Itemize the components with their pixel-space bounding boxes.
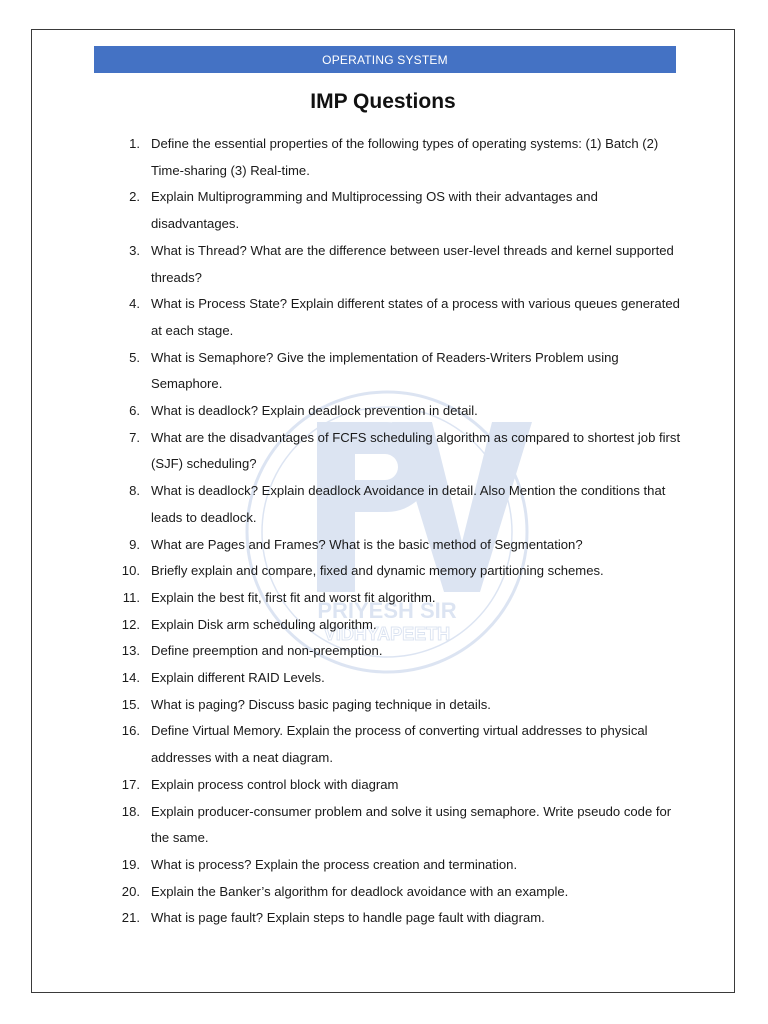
question-item [112, 398, 682, 425]
question-item [112, 718, 682, 771]
question-number: 13. [121, 643, 140, 659]
question-text: What is deadlock? Explain deadlock prevention in detail. [151, 403, 478, 419]
question-text: Explain the Banker’s algorithm for deadlock avoidance with an example. [151, 883, 569, 899]
question-text: Define the essential properties of the following types of operating systems: (1) Batch (2) Time-sharing (3) Real-time. [151, 136, 659, 178]
question-number: 16. [121, 723, 140, 739]
question-text: Briefly explain and compare, fixed and dynamic memory partitioning schemes. [151, 563, 604, 579]
watermark-text-line2: VIDHYAPEETH [323, 624, 451, 644]
question-number: 2. [129, 189, 140, 205]
question-list [112, 131, 682, 932]
question-item [112, 852, 682, 879]
question-number: 12. [121, 616, 140, 632]
question-number: 18. [121, 803, 140, 819]
question-item [112, 665, 682, 692]
question-text: Define preemption and non-preemption. [151, 643, 383, 659]
question-item [112, 692, 682, 719]
question-item [112, 612, 682, 639]
question-item [112, 638, 682, 665]
question-number: 19. [121, 856, 140, 872]
question-text: What is paging? Discuss basic paging technique in details. [151, 696, 491, 712]
watermark-text-line1: PRIYESH SIR [317, 598, 457, 623]
question-number: 7. [129, 429, 140, 445]
question-number: 11. [122, 589, 140, 605]
question-text: What is Thread? What are the difference between user-level threads and kernel supported threads? [151, 242, 674, 285]
question-item [112, 558, 682, 585]
question-number: 5. [129, 349, 140, 365]
question-number: 15. [121, 696, 140, 712]
question-item [112, 478, 682, 531]
question-text: What is deadlock? Explain deadlock Avoidance in detail. Also Mention the conditions that leads to deadlock. [151, 483, 666, 525]
question-text: Explain different RAID Levels. [151, 670, 325, 686]
question-number: 21. [121, 910, 140, 926]
question-item [112, 425, 682, 478]
subject-header-bar [94, 46, 676, 73]
question-number: 4. [129, 296, 140, 312]
question-number: 9. [129, 536, 140, 552]
question-item [112, 879, 682, 906]
question-item [112, 799, 682, 852]
question-number: 17. [121, 776, 140, 792]
subject-header-label: OPERATING SYSTEM [322, 52, 448, 67]
question-number: 20. [121, 883, 140, 899]
question-text: Define Virtual Memory. Explain the process of converting virtual addresses to physical addresses with a neat diagram. [151, 723, 648, 766]
question-text: What is Process State? Explain different states of a process with various queues generated at each stage. [151, 296, 680, 338]
question-item [112, 772, 682, 799]
question-text: Explain Disk arm scheduling algorithm. [151, 616, 377, 632]
question-item [112, 184, 682, 237]
question-text: Explain process control block with diagram [151, 776, 399, 792]
question-item [112, 345, 682, 398]
question-text: Explain the best fit, first fit and worst fit algorithm. [151, 589, 436, 605]
question-text: What are the disadvantages of FCFS scheduling algorithm as compared to shortest job first (SJF) scheduling? [151, 429, 681, 472]
page-title: IMP Questions [310, 90, 456, 113]
question-text: What is process? Explain the process creation and termination. [151, 856, 518, 872]
question-number: 10. [121, 563, 140, 579]
question-number: 8. [129, 483, 140, 499]
question-number: 1. [129, 136, 140, 151]
question-text: Explain Multiprogramming and Multiprocessing OS with their advantages and disadvantages. [151, 189, 598, 232]
question-text: Explain producer-consumer problem and solve it using semaphore. Write pseudo code for the same. [151, 803, 672, 846]
question-number: 14. [121, 670, 140, 686]
question-item [112, 291, 682, 344]
document-page [31, 29, 735, 993]
question-item [112, 585, 682, 612]
question-text: What are Pages and Frames? What is the basic method of Segmentation? [151, 536, 583, 552]
question-item [112, 238, 682, 291]
question-text: What is page fault? Explain steps to handle page fault with diagram. [151, 910, 545, 926]
question-item [112, 131, 682, 184]
question-item [112, 905, 682, 932]
question-number: 3. [129, 242, 140, 258]
question-item [112, 532, 682, 559]
question-text: What is Semaphore? Give the implementation of Readers-Writers Problem using Semaphore. [151, 349, 619, 392]
question-number: 6. [129, 403, 140, 419]
